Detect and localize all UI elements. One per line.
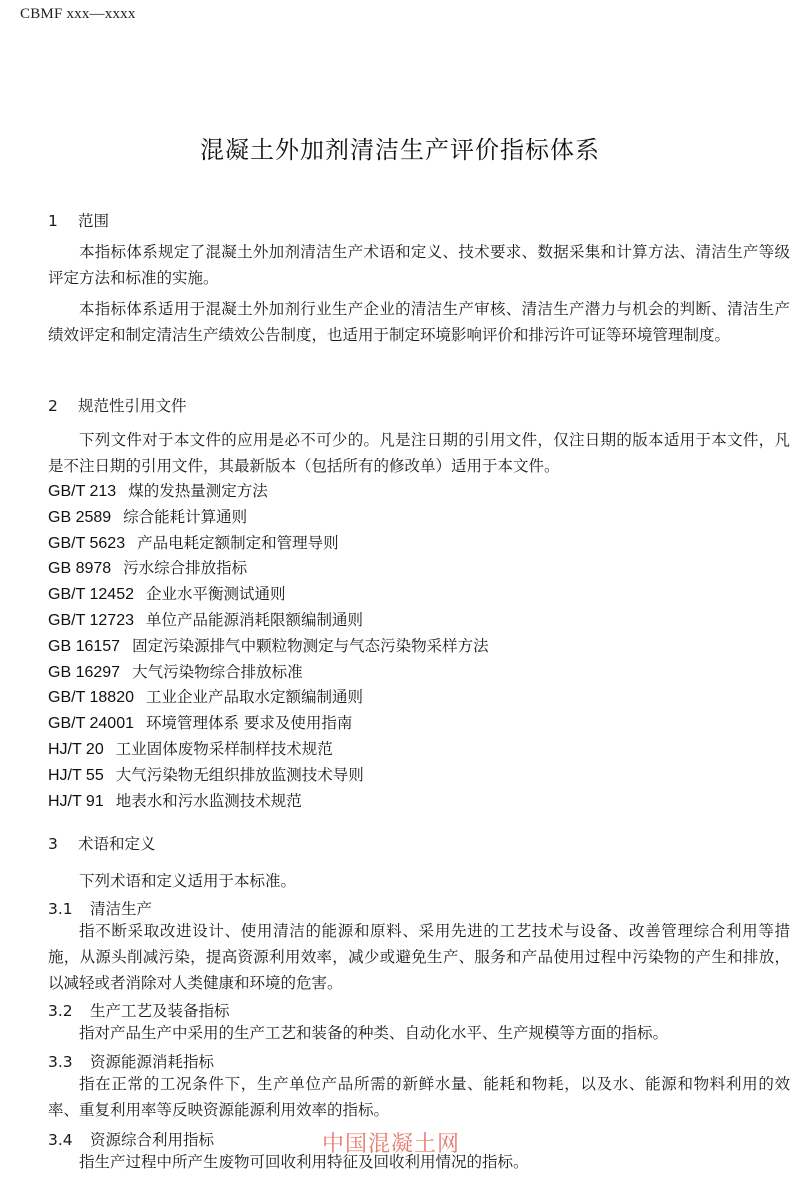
- reference-code: GB 16157: [48, 637, 121, 655]
- term-title: 资源综合利用指标: [90, 1131, 215, 1149]
- reference-code: HJ/T 55: [48, 766, 104, 784]
- reference-item: [48, 711, 790, 737]
- reference-item: [48, 660, 790, 686]
- section-number: 3: [48, 835, 58, 853]
- section-title: 术语和定义: [78, 835, 156, 853]
- reference-title: 污水综合排放指标: [123, 559, 248, 578]
- reference-code: GB/T 12452: [48, 586, 134, 604]
- term-3-2-definition: 指对产品生产中采用的生产工艺和装备的种类、自动化水平、生产规模等方面的指标。: [79, 1024, 669, 1042]
- reference-code: GB/T 18820: [48, 689, 134, 707]
- reference-title: 工业固体废物采样制样技术规范: [115, 739, 333, 758]
- reference-item: [48, 479, 790, 505]
- section-3-intro: 下列术语和定义适用于本标准。: [79, 872, 297, 890]
- standard-code-header: CBMF xxx—xxxx: [20, 6, 136, 22]
- reference-code: GB/T 12723: [48, 611, 134, 629]
- reference-title: 企业水平衡测试通则: [145, 585, 286, 604]
- term-number: 3.2: [48, 1002, 73, 1020]
- reference-title: 煤的发热量测定方法: [128, 482, 268, 500]
- document-title: 混凝土外加剂清洁生产评价指标体系: [200, 136, 600, 164]
- reference-title: 工业企业产品取水定额编制通则: [145, 688, 363, 707]
- section-title: 范围: [78, 212, 110, 230]
- reference-code: GB/T 5623: [48, 534, 126, 552]
- reference-code: GB/T 213: [48, 483, 117, 500]
- reference-item: [48, 531, 790, 557]
- term-title: 资源能源消耗指标: [90, 1053, 215, 1071]
- term-3-2-heading: [48, 999, 790, 1021]
- reference-item: [48, 556, 790, 582]
- reference-item: [48, 634, 790, 660]
- term-3-4-definition: 指生产过程中所产生废物可回收利用特征及回收利用情况的指标。: [79, 1153, 529, 1171]
- reference-title: 综合能耗计算通则: [123, 507, 248, 526]
- reference-title: 大气污染物无组织排放监测技术导则: [115, 765, 364, 784]
- section-1-paragraph-1: 本指标体系规定了混凝土外加剂清洁生产术语和定义、技术要求、数据采集和计算方法、清洁生产等级评定方法和标准的实施。: [48, 243, 790, 287]
- normative-reference-list: [48, 479, 790, 814]
- reference-title: 大气污染物综合排放标准: [132, 662, 303, 681]
- section-1-paragraph-2: 本指标体系适用于混凝土外加剂行业生产企业的清洁生产审核、清洁生产潜力与机会的判断、清洁生产绩效评定和制定清洁生产绩效公告制度，也适用于制定环境影响评价和排污许可证等环境管理制度。: [48, 300, 790, 344]
- section-number: 2: [48, 397, 58, 415]
- reference-code: HJ/T 20: [48, 740, 104, 758]
- term-number: 3.4: [48, 1131, 73, 1149]
- reference-title: 固定污染源排气中颗粒物测定与气态污染物采样方法: [132, 636, 489, 655]
- section-2-heading: [48, 394, 790, 416]
- term-number: 3.1: [48, 900, 73, 918]
- reference-item: [48, 582, 790, 608]
- reference-item: [48, 608, 790, 634]
- term-3-1-heading: [48, 897, 790, 919]
- reference-code: GB 8978: [48, 560, 112, 578]
- section-2-intro: 下列文件对于本文件的应用是必不可少的。凡是注日期的引用文件，仅注日期的版本适用于本文件，凡是不注日期的引用文件，其最新版本（包括所有的修改单）适用于本文件。: [48, 431, 790, 475]
- term-number: 3.3: [48, 1053, 73, 1071]
- term-3-3-definition: 指在正常的工况条件下，生产单位产品所需的新鲜水量、能耗和物耗，以及水、能源和物料利用的效率、重复利用率等反映资源能源利用效率的指标。: [48, 1075, 790, 1119]
- reference-code: HJ/T 91: [48, 792, 104, 810]
- reference-item: [48, 789, 790, 815]
- reference-title: 环境管理体系 要求及使用指南: [145, 714, 353, 733]
- section-1-heading: [48, 209, 790, 231]
- reference-item: [48, 685, 790, 711]
- reference-title: 单位产品能源消耗限额编制通则: [145, 610, 363, 629]
- reference-code: GB/T 24001: [48, 715, 134, 733]
- section-number: 1: [48, 212, 58, 230]
- reference-title: 地表水和污水监测技术规范: [115, 791, 302, 810]
- term-3-3-heading: [48, 1050, 790, 1072]
- reference-title: 产品电耗定额制定和管理导则: [137, 533, 339, 552]
- reference-code: GB 2589: [48, 508, 112, 526]
- reference-item: [48, 737, 790, 763]
- section-title: 规范性引用文件: [78, 397, 187, 415]
- reference-item: [48, 505, 790, 531]
- site-watermark: 中国混凝土网: [322, 1132, 461, 1157]
- section-3-heading: [48, 832, 790, 854]
- term-3-1-definition: 指不断采取改进设计、使用清洁的能源和原料、采用先进的工艺技术与设备、改善管理综合利用等措施，从源头削减污染，提高资源利用效率，减少或避免生产、服务和产品使用过程中污染物的产生和排放，以减轻或者消除对人类健康和环境的危害。: [48, 922, 790, 992]
- reference-item: [48, 763, 790, 789]
- term-title: 生产工艺及装备指标: [90, 1002, 230, 1020]
- term-title: 清洁生产: [90, 900, 153, 918]
- reference-code: GB 16297: [48, 663, 121, 681]
